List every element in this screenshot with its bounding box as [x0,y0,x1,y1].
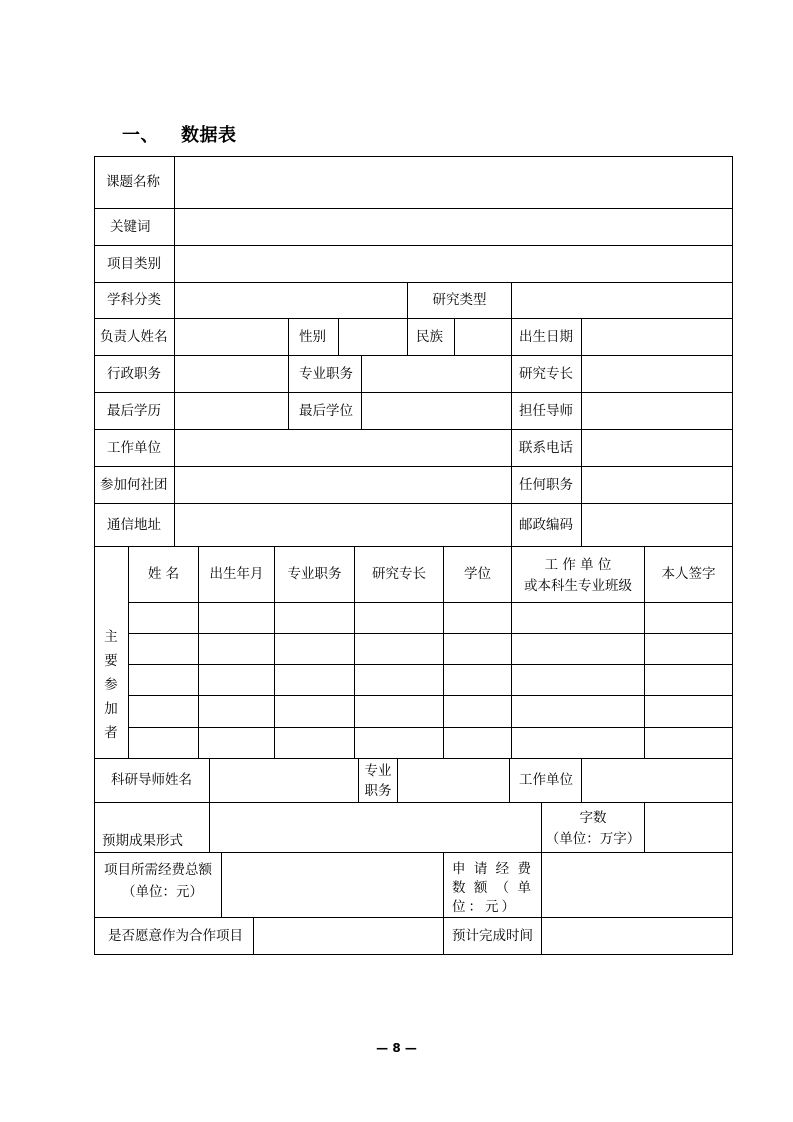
table-border-line [94,156,95,955]
mentor-unit-label: 工作单位 [519,772,573,789]
table-border-line [94,429,733,430]
table-border-line [128,664,733,665]
supervisor-label: 担任导师 [519,402,573,419]
leader-name-label: 负责人姓名 [100,328,168,345]
gender-label: 性别 [299,328,326,345]
section-heading [122,121,237,147]
table-border-line [443,852,444,955]
section-number: 一、 [122,125,159,146]
table-border-line [128,695,733,696]
section-title: 数据表 [181,125,237,146]
address-label: 通信地址 [107,516,161,533]
participants-label-char: 参 [104,677,118,693]
column-header-specialty: 研究专长 [372,566,426,583]
postcode-label: 邮政编码 [519,516,573,533]
expected-completion-label: 预计完成时间 [452,927,533,944]
column-header-name: 姓 名 [147,566,180,583]
page-number: — 8 — [376,1041,417,1055]
table-border-line [454,318,455,355]
research-specialty-label: 研究专长 [519,365,573,382]
phone-label: 联系电话 [519,439,573,456]
table-border-line [338,318,339,355]
total-budget-unit-label: （单位：元） [122,883,203,900]
degree-label: 最后学位 [299,402,353,419]
prof-post-label: 专业职务 [299,365,353,382]
total-budget-label: 项目所需经费总额 [104,861,212,878]
table-border-line [581,758,582,803]
table-border-line [94,318,733,319]
table-border-line [94,245,733,246]
table-border-line [581,318,582,546]
table-border-line [511,282,512,319]
table-border-line [361,355,362,429]
table-border-line [94,392,733,393]
column-header-unit-line1: 工 作 单 位 [544,556,612,573]
table-border-line [541,852,542,955]
discipline-label: 学科分类 [107,292,161,309]
society-post-label: 任何职务 [519,476,573,493]
table-border-line [221,852,222,917]
table-border-line [511,318,512,546]
table-border-line [94,466,733,467]
table-border-line [94,208,733,209]
admin-post-label: 行政职务 [107,365,161,382]
participants-section-label [94,625,128,745]
ethnicity-label: 民族 [416,328,443,345]
word-count-unit-label: （单位：万字） [545,830,641,847]
requested-budget-label: 申请经费数额（单位：元） [452,860,534,915]
table-border-line [94,156,733,157]
table-border-line [94,852,733,853]
participants-label-char: 要 [104,653,118,669]
table-border-line [94,802,733,803]
word-count-label: 字数 [579,809,607,826]
column-header-signature: 本人签字 [661,566,716,583]
project-category-label: 项目类别 [107,255,161,272]
outcome-form-label: 预期成果形式 [102,832,183,849]
table-border-line [644,802,645,853]
society-label: 参加何社团 [100,476,168,493]
table-border-line [407,318,408,355]
column-header-birth: 出生年月 [209,566,264,583]
participants-label-char: 加 [104,701,118,717]
table-border-line [128,633,733,634]
column-header-degree: 学位 [464,566,491,583]
table-border-line [94,954,733,955]
participants-label-char: 者 [104,725,118,741]
participants-label-char: 主 [104,629,118,645]
table-border-line [397,758,398,803]
table-border-line [128,602,733,603]
table-border-line [209,758,210,853]
research-type-label: 研究类型 [432,292,487,309]
education-label: 最后学历 [107,402,161,419]
mentor-post-label: 专业职务 [364,763,392,799]
column-header-unit-line2: 或本科生专业班级 [524,577,632,594]
table-border-line [94,503,733,504]
table-border-line [94,355,733,356]
table-border-line [732,156,733,955]
column-header-post: 专业职务 [287,566,342,583]
table-border-line [253,917,254,955]
birth-date-label: 出生日期 [519,328,573,345]
table-border-line [128,727,733,728]
cooperation-label: 是否愿意作为合作项目 [108,927,243,944]
table-border-line [509,758,510,803]
work-unit-label: 工作单位 [107,439,161,456]
table-border-line [288,318,289,429]
mentor-name-label: 科研导师姓名 [111,772,192,789]
keywords-label: 关键词 [110,218,151,235]
topic-name-label: 课题名称 [106,174,160,191]
table-border-line [174,156,175,546]
